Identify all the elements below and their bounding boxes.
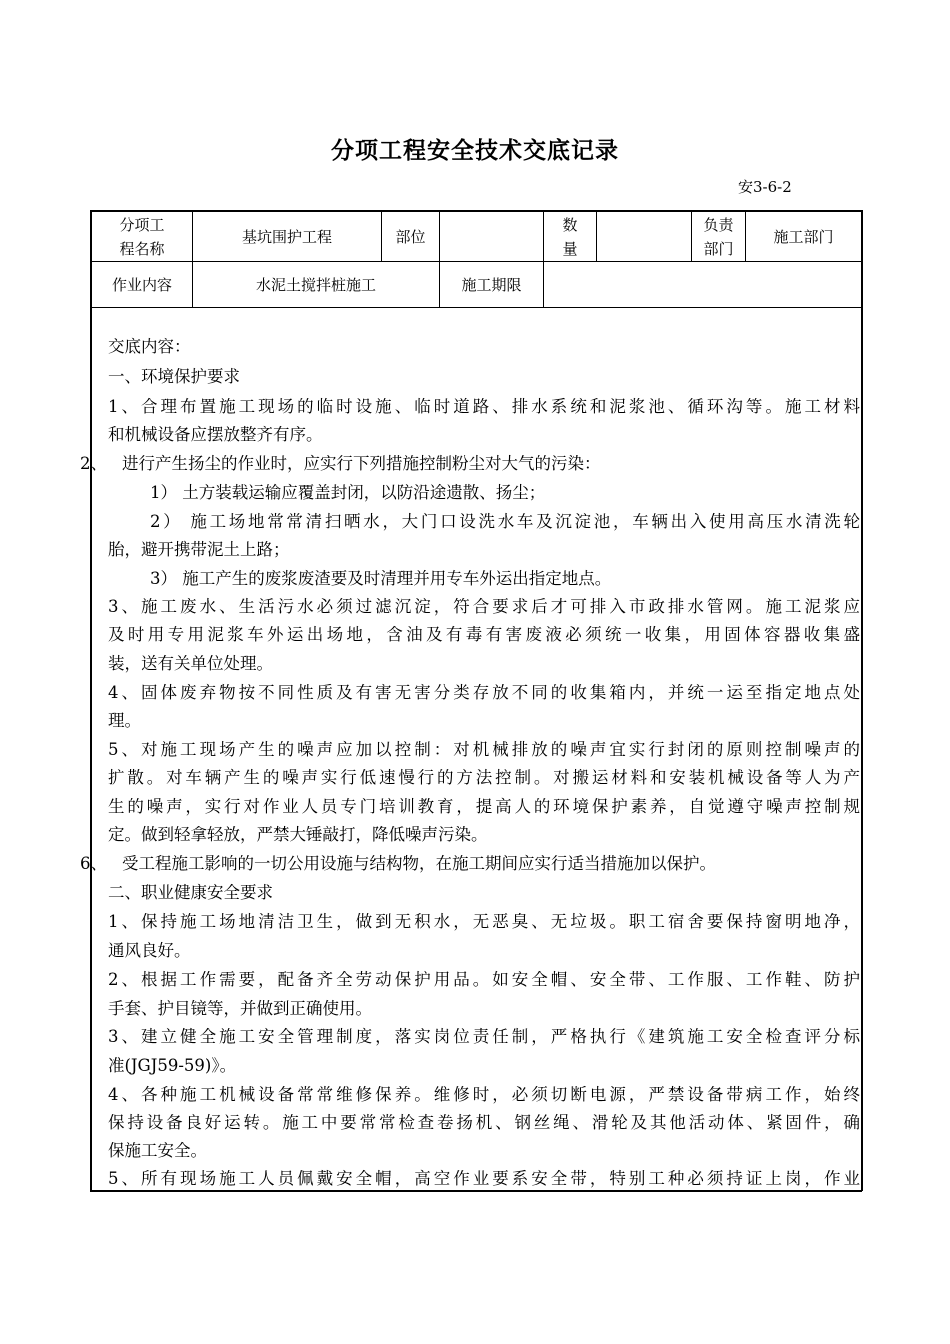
body-text-line: 受工程施工影响的一切公用设施与结构物，在施工期间应实行适当措施加以保护。 xyxy=(122,854,716,873)
body-text-line: 手套、护目镜等，并做到正确使用。 xyxy=(108,999,372,1018)
table-divider-2 xyxy=(90,307,862,308)
body-text-line: 及时用专用泥浆车外运出场地，含油及有毒有害废液必须统一收集，用固体容器收集盛 xyxy=(108,625,860,644)
body-text-line: 进行产生扬尘的作业时，应实行下列措施控制粉尘对大气的污染： xyxy=(122,454,601,473)
body-text-line: 2） 施工场地常常清扫晒水，大门口设洗水车及沉淀池，车辆出入使用高压水清洗轮 xyxy=(150,512,860,531)
body-text-line: 1、合理布置施工现场的临时设施、临时道路、排水系统和泥浆池、循环沟等。施工材料 xyxy=(108,397,860,416)
body-text-line: 保施工安全。 xyxy=(108,1141,207,1160)
body-text-line: 理。 xyxy=(108,711,141,730)
page-title: 分项工程安全技术交底记录 xyxy=(331,138,619,164)
body-text-line: 装，送有关单位处理。 xyxy=(108,654,273,673)
label-work-content: 作业内容 xyxy=(111,275,172,294)
label-construction-period: 施工期限 xyxy=(461,275,522,294)
body-text-line: 1、保持施工场地清洁卫生，做到无积水，无恶臭、无垃圾。职工宿舍要保持窗明地净， xyxy=(108,912,860,931)
position-value xyxy=(440,212,543,261)
content-heading: 交底内容： xyxy=(108,337,191,356)
label-project-name: 分项工 程名称 xyxy=(119,215,165,258)
body-text-line: 5、对施工现场产生的噪声应加以控制：对机械排放的噪声宜实行封闭的原则控制噪声的 xyxy=(108,740,860,759)
body-text-line: 3、施工废水、生活污水必须过滤沉淀，符合要求后才可排入市政排水管网。施工泥浆应 xyxy=(108,597,860,616)
section-heading-environment: 一、环境保护要求 xyxy=(108,367,240,386)
label-quantity: 数 量 xyxy=(562,215,578,258)
list-marker: 6、 xyxy=(80,854,107,873)
body-text-line: 和机械设备应摆放整齐有序。 xyxy=(108,425,323,444)
responsible-dept-value: 施工部门 xyxy=(773,227,834,246)
label-responsible-dept: 负责 部门 xyxy=(703,215,734,258)
body-text-line: 保持设备良好运转。施工中要常常检查卷扬机、钢丝绳、滑轮及其他活动体、紧固件，确 xyxy=(108,1113,860,1132)
body-text-line: 准(JGJ59-59)》。 xyxy=(108,1056,237,1075)
body-text-line: 生的噪声，实行对作业人员专门培训教育，提高人的环境保护素养，自觉遵守噪声控制规 xyxy=(108,797,860,816)
table-border-right xyxy=(861,210,863,1191)
body-text-line: 4、各种施工机械设备常常维修保养。维修时，必须切断电源，严禁设备带病工作，始终 xyxy=(108,1085,860,1104)
body-text-line: 3、建立健全施工安全管理制度，落实岗位责任制，严格执行《建筑施工安全检查评分标 xyxy=(108,1027,860,1046)
work-content-value: 水泥土搅拌桩施工 xyxy=(255,275,376,294)
body-text-line: 3） 施工产生的废浆废渣要及时清理并用专车外运出指定地点。 xyxy=(150,569,612,588)
project-name-value: 基坑围护工程 xyxy=(241,227,332,246)
label-position: 部位 xyxy=(395,227,426,246)
body-text-line: 定。做到轻拿轻放，严禁大锤敲打，降低噪声污染。 xyxy=(108,825,488,844)
quantity-value xyxy=(597,212,691,261)
body-text-line: 扩散。对车辆产生的噪声实行低速慢行的方法控制。对搬运材料和安装机械设备等人为产 xyxy=(108,768,860,787)
body-text-line: 通风良好。 xyxy=(108,941,191,960)
list-marker: 2、 xyxy=(80,454,107,473)
document-number: 安3-6-2 xyxy=(738,178,792,196)
body-text-line: 2、根据工作需要，配备齐全劳动保护用品。如安全帽、安全带、工作服、工作鞋、防护 xyxy=(108,970,860,989)
construction-period-value xyxy=(544,262,861,307)
body-text-line: 1） 土方装载运输应覆盖封闭，以防沿途遗散、扬尘； xyxy=(150,483,546,502)
section-heading-health-safety: 二、职业健康安全要求 xyxy=(108,883,273,902)
table-border-left xyxy=(90,210,92,1191)
body-text-line: 4、固体废弃物按不同性质及有害无害分类存放不同的收集箱内，并统一运至指定地点处 xyxy=(108,683,860,702)
body-text-line: 胎，避开携带泥土上路； xyxy=(108,540,290,559)
body-text-line: 5、所有现场施工人员佩戴安全帽，高空作业要系安全带，特别工种必须持证上岗，作业 xyxy=(108,1169,860,1188)
